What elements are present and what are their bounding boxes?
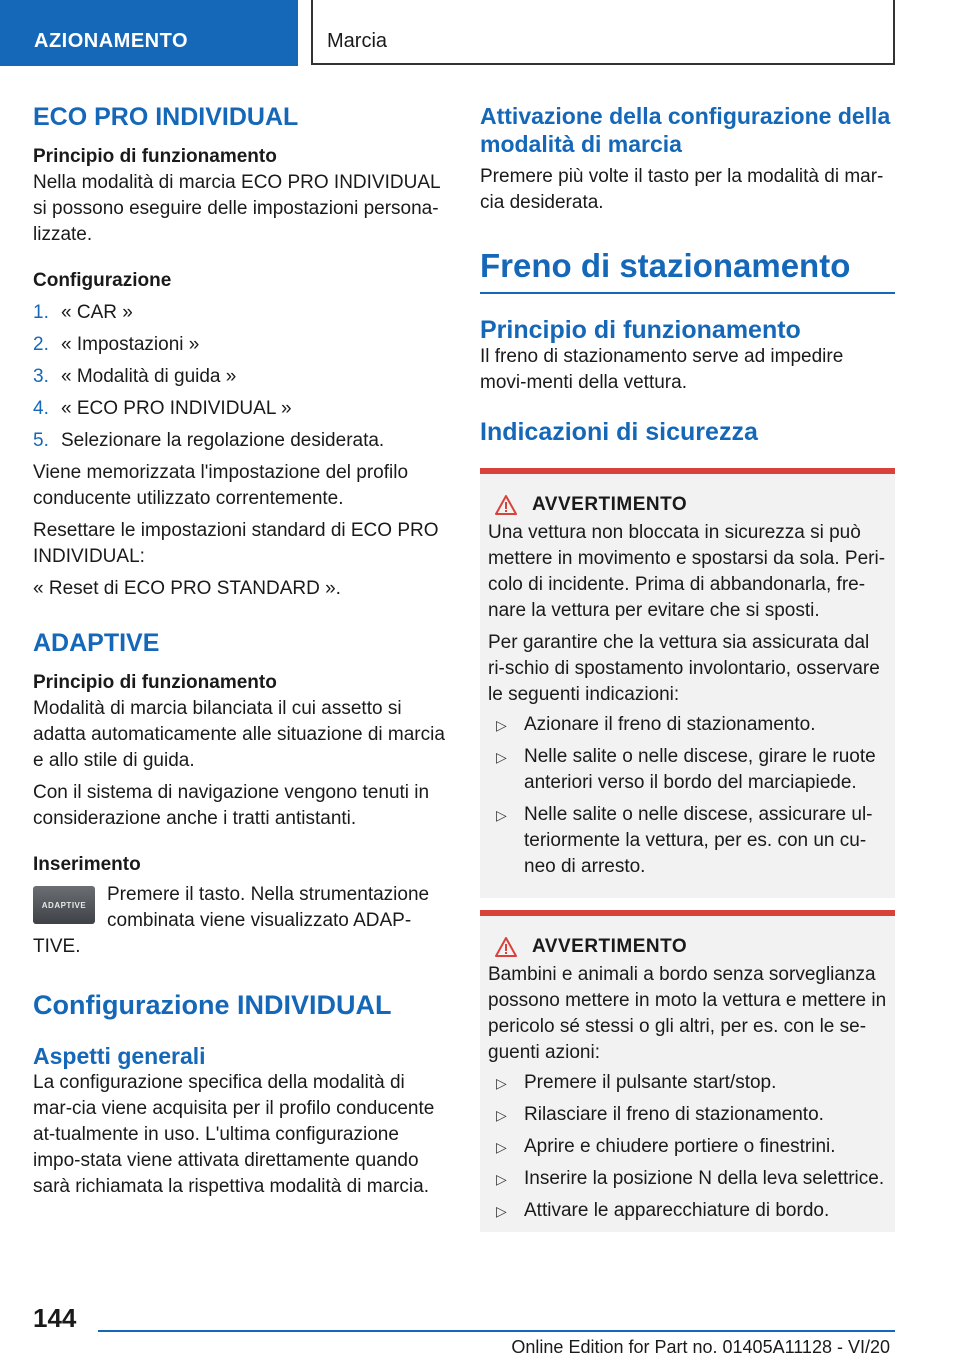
list-item: 5. Selezionare la regolazione desiderata. xyxy=(33,430,385,451)
eco-principle-subheading: Principio di funzionamento xyxy=(33,146,277,167)
adaptive-heading: ADAPTIVE xyxy=(33,629,160,657)
list-item: ▷ Premere il pulsante start/stop. xyxy=(488,1070,887,1096)
brake-principle-text: Il freno di stazionamento serve ad impedire movi-menti della vettura. xyxy=(480,346,844,393)
chapter-header: Marcia xyxy=(311,0,895,65)
individual-config-heading: Configurazione INDIVIDUAL xyxy=(33,990,392,1020)
triangle-bullet-icon: ▷ xyxy=(496,807,507,823)
list-item: 1. « CAR » xyxy=(33,302,133,323)
triangle-bullet-icon: ▷ xyxy=(496,1139,507,1155)
list-item: 4. « ECO PRO INDIVIDUAL » xyxy=(33,398,292,419)
activation-subheading: Inserimento xyxy=(33,854,141,875)
triangle-bullet-icon: ▷ xyxy=(496,1107,507,1123)
warning-list xyxy=(488,712,887,880)
list-item: ▷ Nelle salite o nelle discese, girare le ruote anteriori verso il bordo del marciapiede. xyxy=(488,744,887,796)
triangle-bullet-icon: ▷ xyxy=(496,749,507,765)
section-tab: AZIONAMENTO xyxy=(0,0,298,66)
triangle-bullet-icon: ▷ xyxy=(496,1171,507,1187)
warning-title: AVVERTIMENTO xyxy=(488,494,887,516)
footer-rule xyxy=(98,1330,895,1332)
right-column xyxy=(480,102,895,1232)
adaptive-button-icon: ADAPTIVE xyxy=(33,886,95,924)
list-item: ▷ Azionare il freno di stazionamento. xyxy=(488,712,887,738)
mode-activation-text: Premere più volte il tasto per la modalità di mar-cia desiderata. xyxy=(480,166,884,213)
navigation-text: Con il sistema di navigazione vengono tenuti in considerazione anche i tratti antistanti. xyxy=(33,782,430,829)
list-item: ▷ Aprire e chiudere portiere o finestrini. xyxy=(488,1134,887,1160)
configuration-subheading: Configurazione xyxy=(33,270,172,291)
warning-triangle-icon xyxy=(494,494,518,516)
warning-box-2 xyxy=(480,910,895,1232)
eco-pro-heading: ECO PRO INDIVIDUAL xyxy=(33,103,299,131)
warning-title: AVVERTIMENTO xyxy=(488,936,887,958)
triangle-bullet-icon: ▷ xyxy=(496,1075,507,1091)
list-item: 3. « Modalità di guida » xyxy=(33,366,237,387)
triangle-bullet-icon: ▷ xyxy=(496,717,507,733)
individual-config-text: La configurazione specifica della modalità di mar-cia viene acquisita per il profilo conducente at-tualmente in uso. L'ultima configurazione impo-stata viene attivata direttamente quando sarà richiamata la rispettiva modalità di marcia. xyxy=(33,1072,435,1197)
profile-memory-text: Viene memorizzata l'impostazione del profilo conducente utilizzato correntemente. xyxy=(33,462,409,509)
triangle-bullet-icon: ▷ xyxy=(496,1203,507,1219)
warning-text: Per garantire che la vettura sia assicurata dal ri-schio di spostamento involontario, osservare le seguenti indicazioni: xyxy=(488,632,880,705)
general-aspects-heading: Aspetti generali xyxy=(33,1043,206,1069)
safety-heading: Indicazioni di sicurezza xyxy=(480,418,758,446)
edition-footer: Online Edition for Part no. 01405A11128 - VI/20 xyxy=(511,1337,890,1357)
warning-text: Bambini e animali a bordo senza sorveglianza possono mettere in moto la vettura e mettere in pericolo sé stessi o gli altri, per es. con le se-guenti azioni: xyxy=(488,964,887,1063)
warning-triangle-icon xyxy=(494,936,518,958)
eco-principle-text: Nella modalità di marcia ECO PRO INDIVIDUAL si possono eseguire delle impostazioni persona-lizzate. xyxy=(33,172,440,245)
brake-principle-heading: Principio di funzionamento xyxy=(480,316,801,344)
warning-text: Una vettura non bloccata in sicurezza si può mettere in movimento e spostarsi da sola. Peri-colo di incidente. Prima di abbandonarla, fre-nare la vettura per evitare che si sposti. xyxy=(488,522,886,621)
warning-list xyxy=(488,1070,887,1224)
adaptive-principle-subheading: Principio di funzionamento xyxy=(33,672,277,693)
reset-instruction-text: Resettare le impostazioni standard di ECO PRO INDIVIDUAL: xyxy=(33,520,439,567)
activation-text: Premere il tasto. Nella strumentazione combinata viene visualizzato ADAP-TIVE. xyxy=(33,884,430,957)
page-number: 144 xyxy=(33,1303,77,1333)
list-item: ▷ Attivare le apparecchiature di bordo. xyxy=(488,1198,887,1224)
list-item: 2. « Impostazioni » xyxy=(33,334,200,355)
adaptive-principle-text: Modalità di marcia bilanciata il cui assetto si adatta automaticamente alle situazione di marcia e allo stile di guida. xyxy=(33,698,445,771)
activation-block xyxy=(33,882,447,960)
list-item: ▷ Nelle salite o nelle discese, assicurare ul-teriormente la vettura, per es. con un cu-neo di arresto. xyxy=(488,802,887,880)
parking-brake-heading: Freno di stazionamento xyxy=(480,247,851,284)
list-item: ▷ Inserire la posizione N della leva selettrice. xyxy=(488,1166,887,1192)
left-column xyxy=(33,102,447,1200)
mode-activation-heading: Attivazione della configurazione della modalità di marcia xyxy=(480,103,891,157)
config-steps-list xyxy=(33,300,447,454)
warning-box-1 xyxy=(480,468,895,898)
reset-menu-path: « Reset di ECO PRO STANDARD ». xyxy=(33,578,341,599)
list-item: ▷ Rilasciare il freno di stazionamento. xyxy=(488,1102,887,1128)
